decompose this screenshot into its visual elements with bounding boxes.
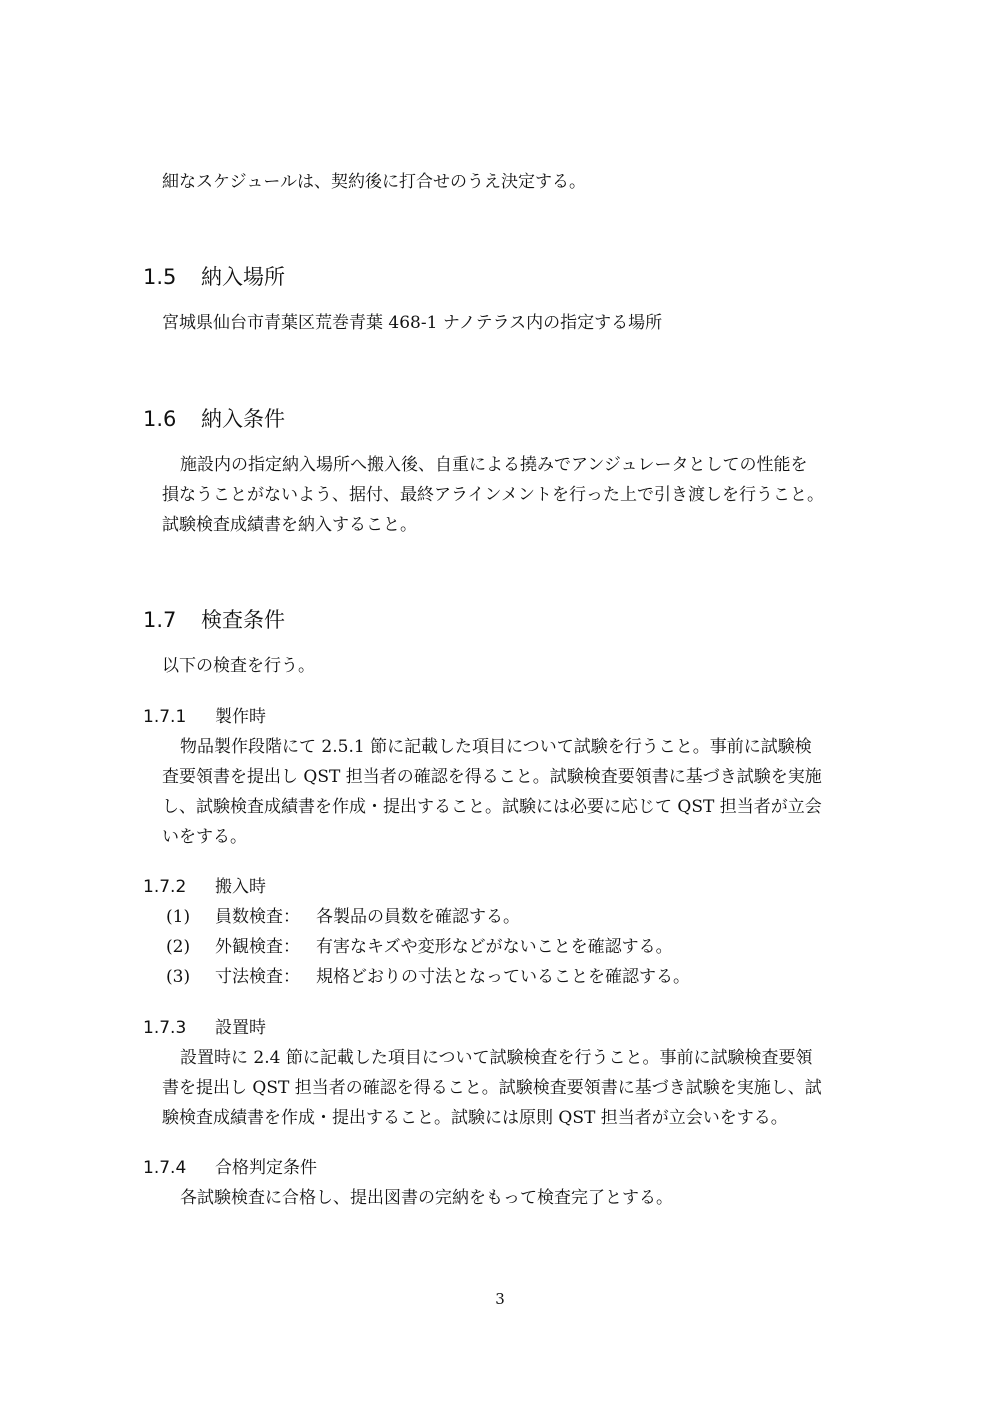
heading-1-7-4 — [143, 1157, 317, 1179]
heading-1-6 — [143, 406, 285, 432]
paragraph-line: いをする。 — [162, 827, 247, 847]
heading-title: 設置時 — [215, 1018, 266, 1038]
heading-title: 合格判定条件 — [215, 1158, 317, 1178]
heading-number: 1.5 — [143, 265, 177, 289]
heading-1-5 — [143, 264, 285, 290]
paragraph-line: 書を提出し QST 担当者の確認を得ること。試験検査要領書に基づき試験を実施し、試 — [162, 1078, 822, 1098]
list-label: 員数検査： — [215, 907, 300, 927]
heading-title: 検査条件 — [201, 608, 285, 632]
heading-number: 1.7.1 — [143, 707, 187, 727]
heading-1-7-3 — [143, 1017, 266, 1039]
inspection-intro-text: 以下の検査を行う。 — [162, 656, 315, 676]
paragraph-line: 試験検査成績書を納入すること。 — [162, 515, 417, 535]
list-text: 有害なキズや変形などがないことを確認する。 — [316, 937, 673, 957]
heading-1-7-1 — [143, 706, 266, 728]
heading-number: 1.7.4 — [143, 1158, 187, 1178]
heading-title: 納入場所 — [201, 265, 285, 289]
heading-1-7 — [143, 607, 285, 633]
paragraph-line: 物品製作段階にて 2.5.1 節に記載した項目について試験を行うこと。事前に試験検 — [180, 737, 812, 757]
paragraph-line: 査要領書を提出し QST 担当者の確認を得ること。試験検査要領書に基づき試験を実施 — [162, 767, 822, 787]
heading-title: 納入条件 — [201, 407, 285, 431]
heading-title: 搬入時 — [215, 877, 266, 897]
heading-number: 1.7 — [143, 608, 177, 632]
heading-number: 1.7.3 — [143, 1018, 187, 1038]
heading-number: 1.6 — [143, 407, 177, 431]
heading-number: 1.7.2 — [143, 877, 187, 897]
delivery-location-text: 宮城県仙台市青葉区荒巻青葉 468-1 ナノテラス内の指定する場所 — [162, 313, 663, 333]
paragraph-line: 設置時に 2.4 節に記載した項目について試験検査を行うこと。事前に試験検査要領 — [180, 1048, 813, 1068]
intro-text: 細なスケジュールは、契約後に打合せのうえ決定する。 — [162, 172, 586, 192]
list-text: 規格どおりの寸法となっていることを確認する。 — [316, 967, 690, 987]
list-text: 各製品の員数を確認する。 — [316, 907, 520, 927]
list-label: 寸法検査： — [215, 967, 300, 987]
acceptance-text: 各試験検査に合格し、提出図書の完納をもって検査完了とする。 — [180, 1188, 673, 1208]
paragraph-line: 施設内の指定納入場所へ搬入後、自重による撓みでアンジュレータとしての性能を — [180, 455, 808, 475]
heading-1-7-2 — [143, 876, 266, 898]
heading-title: 製作時 — [215, 707, 266, 727]
paragraph-line: し、試験検査成績書を作成・提出すること。試験には必要に応じて QST 担当者が立会 — [162, 797, 822, 817]
page-number: 3 — [495, 1290, 505, 1308]
list-label: 外観検査： — [215, 937, 300, 957]
paragraph-line: 験検査成績書を作成・提出すること。試験には原則 QST 担当者が立会いをする。 — [162, 1108, 788, 1128]
list-marker: (2) — [166, 937, 191, 957]
paragraph-line: 損なうことがないよう、据付、最終アラインメントを行った上で引き渡しを行うこと。 — [162, 485, 824, 505]
list-marker: (1) — [166, 907, 191, 927]
list-marker: (3) — [166, 967, 191, 987]
